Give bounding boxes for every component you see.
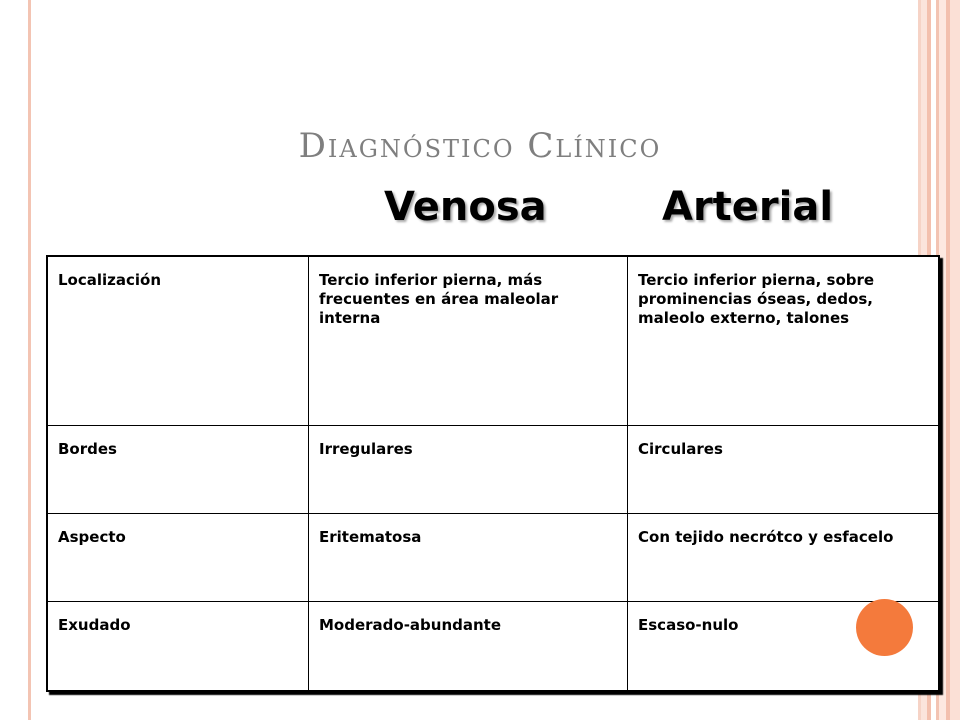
arterial-cell: Circulares <box>628 425 940 513</box>
row-label: Localización <box>47 256 309 425</box>
venosa-cell: Moderado-abundante <box>309 602 628 691</box>
arterial-cell: Con tejido necrótco y esfacelo <box>628 513 940 601</box>
left-border-line <box>28 0 31 720</box>
venosa-cell: Irregulares <box>309 425 628 513</box>
arterial-cell: Tercio inferior pierna, sobre prominencias óseas, dedos, maleolo externo, talones <box>628 256 940 425</box>
slide-title: Diagnóstico Clínico <box>298 126 662 166</box>
table-row <box>47 513 939 601</box>
table-row <box>47 425 939 513</box>
diagnosis-table <box>46 255 940 692</box>
orange-circle-decoration <box>856 599 913 656</box>
venosa-cell: Tercio inferior pierna, más frecuentes en área maleolar interna <box>309 256 628 425</box>
table-row <box>47 602 939 691</box>
table-row <box>47 256 939 425</box>
venosa-cell: Eritematosa <box>309 513 628 601</box>
column-heading-arterial: Arterial <box>662 184 834 230</box>
row-label: Exudado <box>47 602 309 691</box>
arterial-cell: Escaso-nulo <box>628 602 940 691</box>
column-heading-venosa: Venosa <box>384 184 547 230</box>
row-label: Aspecto <box>47 513 309 601</box>
row-label: Bordes <box>47 425 309 513</box>
